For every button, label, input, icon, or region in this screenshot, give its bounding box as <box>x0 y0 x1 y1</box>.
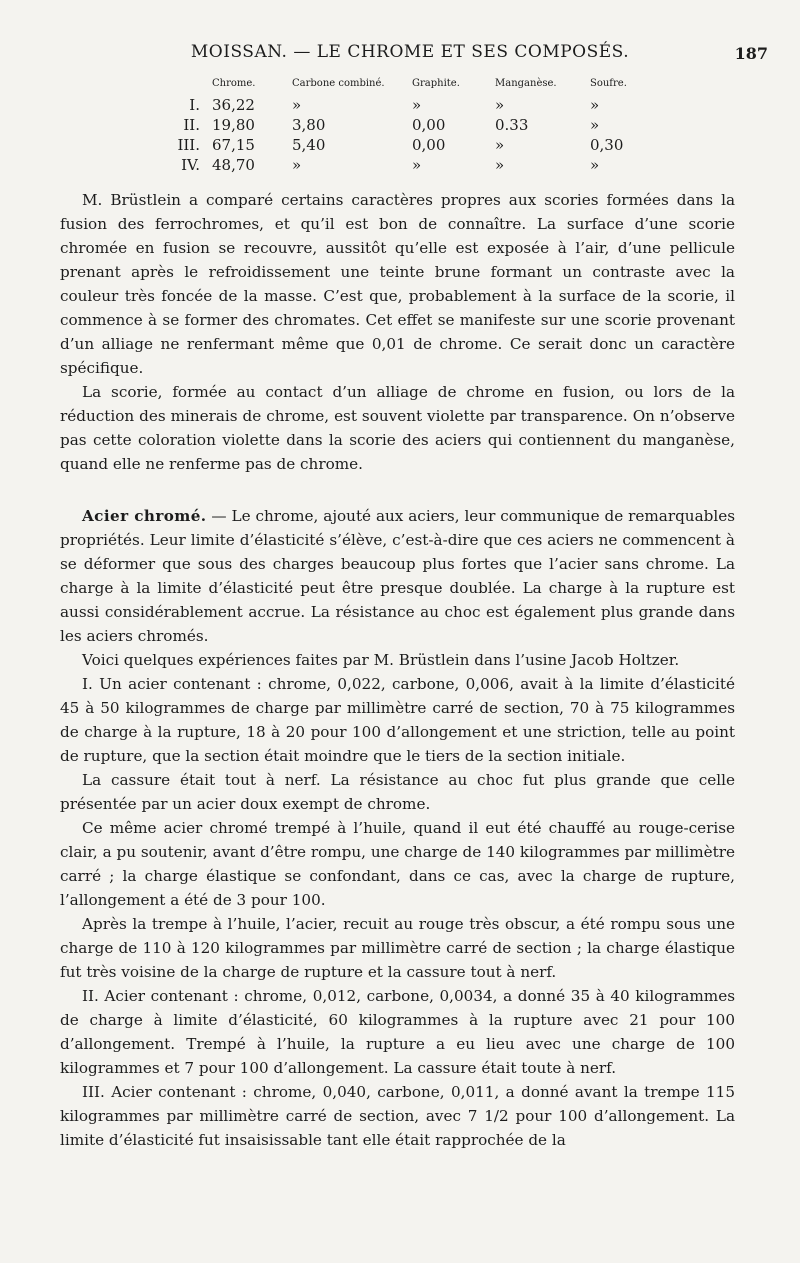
table-cell: » <box>412 96 422 114</box>
paragraph: I. Un acier contenant : chrome, 0,022, carbone, 0,006, avait à la limite d’élasticité 45 à 50 kilogrammes de charge par millimètre carré de section, 70 à 75 kilogrammes de charge à la rupture, 18 à 20 pour 100 d’allongement et une striction, telle au point de rupture, que la section était moindre que le tiers de la section initiale. <box>60 675 735 765</box>
table-cell: 3,80 <box>292 116 326 134</box>
section-paragraph <box>60 504 735 648</box>
section-heading: Acier chromé. <box>82 507 207 525</box>
table-header-cell: Chrome. <box>212 78 256 89</box>
running-title: MOISSAN. — LE CHROME ET SES COMPOSÉS. <box>190 42 630 62</box>
paragraph: Ce même acier chromé trempé à l’huile, quand il eut été chauffé au rouge-cerise clair, a pu soutenir, avant d’être rompu, une charge de 140 kilogrammes par millimètre carré ; la charge élastique se confondant, dans ce cas, avec la charge de rupture, l’allongement a été de 3 pour 100. <box>60 819 735 909</box>
table-header-row <box>0 76 800 96</box>
paragraph: M. Brüstlein a comparé certains caractères propres aux scories formées dans la fusion des ferrochromes, et qu’il est bon de connaître. La surface d’une scorie chromée en fusion se recouvre, aussitôt qu’elle est exposée à l’air, d’une pellicule prenant après le refroidissement une teinte brune formant un contraste avec la couleur très foncée de la masse. C’est que, probablement à la surface de la scorie, il commence à se former des chromates. Cet effet se manifeste sur une scorie provenant d’un alliage ne renfermant même que 0,01 de chrome. Ce serait donc un caractère spécifique. <box>60 191 735 377</box>
paragraph: II. Acier contenant : chrome, 0,012, carbone, 0,0034, a donné 35 à 40 kilogrammes de charge à limite d’élasticité, 60 kilogrammes à la rupture avec 21 pour 100 d’allongement. Trempé à l’huile, la rupture a eu lieu avec une charge de 100 kilogrammes et 7 pour 100 d’allongement. La cassure était toute à nerf. <box>60 987 735 1077</box>
table-row <box>0 116 800 136</box>
table-cell: » <box>590 116 600 134</box>
table-cell: » <box>495 96 505 114</box>
table-cell: » <box>590 156 600 174</box>
body-text <box>60 188 735 1152</box>
table-cell: 67,15 <box>212 136 255 154</box>
table-cell: 0,00 <box>412 136 446 154</box>
paragraph: La scorie, formée au contact d’un alliage de chrome en fusion, ou lors de la réduction des minerais de chrome, est souvent violette par transparence. On n’observe pas cette coloration violette dans la scorie des aciers qui contiennent du manganèse, quand elle ne renferme pas de chrome. <box>60 383 735 473</box>
table-row <box>0 96 800 116</box>
page-number: 187 <box>734 44 768 63</box>
composition-table <box>0 76 800 176</box>
table-row <box>0 136 800 156</box>
table-header-cell: Soufre. <box>590 78 627 89</box>
section-heading-body: — Le chrome, ajouté aux aciers, leur communique de remarquables propriétés. Leur limite d’élasticité s’élève, c’est-à-dire que ces aciers ne commencent à se déformer que sous des charges beaucoup plus fortes que l’acier sans chrome. La charge à la limite d’élasticité peut être presque doublée. La charge à la rupture est aussi considérablement accrue. La résistance au choc est également plus grande dans les aciers chromés. <box>60 507 735 645</box>
section-gap <box>60 476 735 504</box>
table-cell: » <box>412 156 422 174</box>
table-cell: » <box>292 96 302 114</box>
row-label: I. <box>189 96 200 114</box>
paragraph: Après la trempe à l’huile, l’acier, recuit au rouge très obscur, a été rompu sous une charge de 110 à 120 kilogrammes par millimètre carré de section ; la charge élastique fut très voisine de la charge de rupture et la cassure tout à nerf. <box>60 915 735 981</box>
paragraph: Voici quelques expériences faites par M. Brüstlein dans l’usine Jacob Holtzer. <box>82 651 680 669</box>
row-label: III. <box>177 136 200 154</box>
row-label: IV. <box>181 156 200 174</box>
table-cell: » <box>495 136 505 154</box>
table-header-cell: Manganèse. <box>495 78 557 89</box>
table-cell: 0.33 <box>495 116 529 134</box>
table-cell: 5,40 <box>292 136 326 154</box>
table-header-cell: Carbone combiné. <box>292 78 385 89</box>
table-header-cell: Graphite. <box>412 78 460 89</box>
table-row <box>0 156 800 176</box>
table-cell: 48,70 <box>212 156 255 174</box>
paragraph: La cassure était tout à nerf. La résistance au choc fut plus grande que celle présentée par un acier doux exempt de chrome. <box>60 771 735 813</box>
table-cell: » <box>495 156 505 174</box>
row-label: II. <box>183 116 200 134</box>
table-cell: » <box>590 96 600 114</box>
table-cell: 0,00 <box>412 116 446 134</box>
paragraph: III. Acier contenant : chrome, 0,040, carbone, 0,011, a donné avant la trempe 115 kilogrammes par millimètre carré de section, avec 7 1/2 pour 100 d’allongement. La limite d’élasticité fut insaisissable tant elle était rapprochée de la <box>60 1083 735 1149</box>
table-cell: » <box>292 156 302 174</box>
table-cell: 0,30 <box>590 136 624 154</box>
table-cell: 36,22 <box>212 96 255 114</box>
table-cell: 19,80 <box>212 116 255 134</box>
